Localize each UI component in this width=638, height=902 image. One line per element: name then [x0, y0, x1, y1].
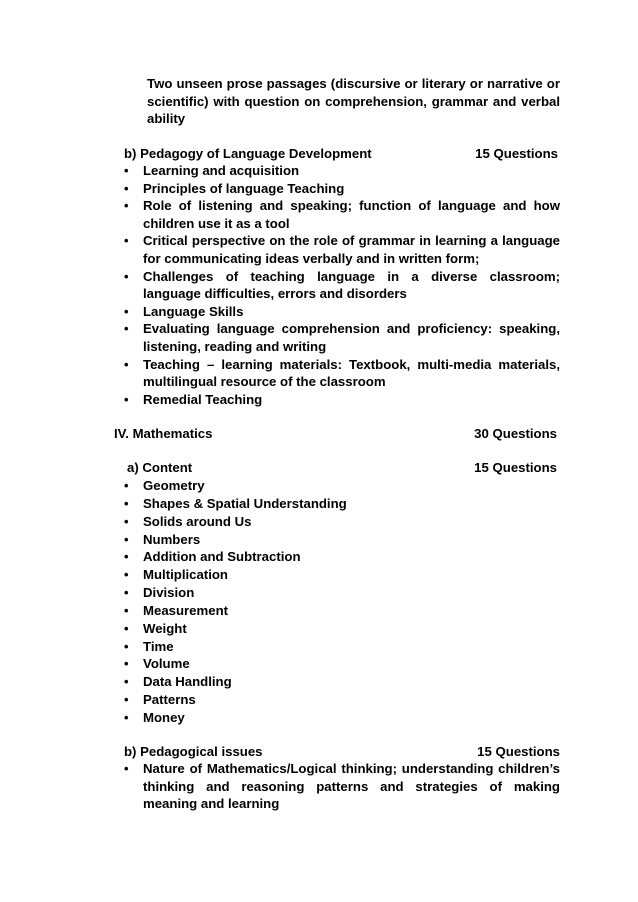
list-item: • Multiplication: [124, 567, 228, 583]
list-item: • Nature of Mathematics/Logical thinking; understanding children’s thinking and reasoning patterns and strategies of making meaning and learning: [124, 761, 560, 812]
list-item: • Measurement: [124, 602, 229, 618]
list-item: • Money: [124, 709, 185, 725]
bullet-icon: •: [124, 513, 129, 529]
list-item: • Time: [124, 638, 174, 654]
bullet-icon: •: [124, 656, 129, 672]
bullet-icon: •: [124, 180, 129, 196]
list-item: • Patterns: [124, 692, 196, 708]
list-item: • Weight: [124, 620, 187, 636]
bullet-icon: •: [124, 602, 129, 618]
bullet-icon: •: [124, 391, 129, 407]
bullet-icon: •: [124, 692, 129, 708]
list-item: • Challenges of teaching language in a diverse classroom; language difficulties, errors and disorders: [124, 268, 560, 302]
bullet-icon: •: [124, 761, 129, 776]
section-label: b) Pedagogical issues: [124, 744, 263, 759]
bullet-icon: •: [124, 549, 129, 565]
list-item: • Volume: [124, 656, 190, 672]
question-count: 15 Questions: [477, 744, 560, 759]
bullet-icon: •: [124, 531, 129, 547]
question-count: 15 Questions: [474, 460, 557, 475]
list-item: • Division: [124, 585, 195, 601]
bullet-icon: •: [124, 478, 129, 493]
list-item: • Shapes & Spatial Understanding: [124, 495, 347, 511]
bullet-icon: •: [124, 638, 129, 654]
section-heading-content: [127, 459, 557, 477]
pedagogical-issues-list: [120, 760, 560, 813]
language-pedagogy-list: [120, 162, 560, 408]
list-item: • Remedial Teaching: [124, 391, 263, 407]
list-item: • Numbers: [124, 531, 201, 547]
list-item: • Language Skills: [124, 303, 244, 319]
bullet-icon: •: [124, 585, 129, 601]
bullet-icon: •: [124, 567, 129, 583]
list-item: • Teaching – learning materials: Textbook, multi-media materials, multilingual resource of the classroom: [124, 356, 560, 390]
section-heading-mathematics: [114, 425, 557, 443]
list-item: • Evaluating language comprehension and proficiency: speaking, listening, reading and writing: [124, 321, 560, 354]
section-heading-pedagogical-issues: [124, 743, 560, 761]
bullet-icon: •: [124, 356, 129, 372]
bullet-icon: •: [124, 198, 129, 214]
question-count: 30 Questions: [474, 426, 557, 441]
intro-paragraph: Two unseen prose passages (discursive or literary or narrative or scientific) with question on comprehension, grammar and verbal ability: [147, 76, 560, 127]
bullet-icon: •: [124, 321, 129, 337]
bullet-icon: •: [124, 495, 129, 511]
section-label: b) Pedagogy of Language Development: [124, 146, 372, 161]
bullet-icon: •: [124, 233, 129, 249]
bullet-icon: •: [124, 620, 129, 636]
list-item: • Principles of language Teaching: [124, 180, 345, 196]
bullet-icon: •: [124, 303, 129, 319]
bullet-icon: •: [124, 674, 129, 690]
section-heading-language-pedagogy: [124, 145, 558, 163]
question-count: 15 Questions: [475, 146, 558, 161]
bullet-icon: •: [124, 163, 129, 178]
list-item: • Addition and Subtraction: [124, 549, 301, 565]
list-item: • Data Handling: [124, 674, 232, 690]
list-item: • Geometry: [124, 478, 205, 493]
section-label: IV. Mathematics: [114, 426, 213, 441]
bullet-icon: •: [124, 268, 129, 284]
list-item: • Role of listening and speaking; function of language and how children use it as a tool: [124, 198, 560, 231]
list-item: • Solids around Us: [124, 513, 252, 529]
content-topic-list: [120, 477, 560, 727]
list-item: • Critical perspective on the role of grammar in learning a language for communicating ideas verbally and in written form;: [124, 233, 560, 266]
list-item: • Learning and acquisition: [124, 163, 300, 178]
bullet-icon: •: [124, 709, 129, 725]
section-label: a) Content: [127, 460, 193, 475]
